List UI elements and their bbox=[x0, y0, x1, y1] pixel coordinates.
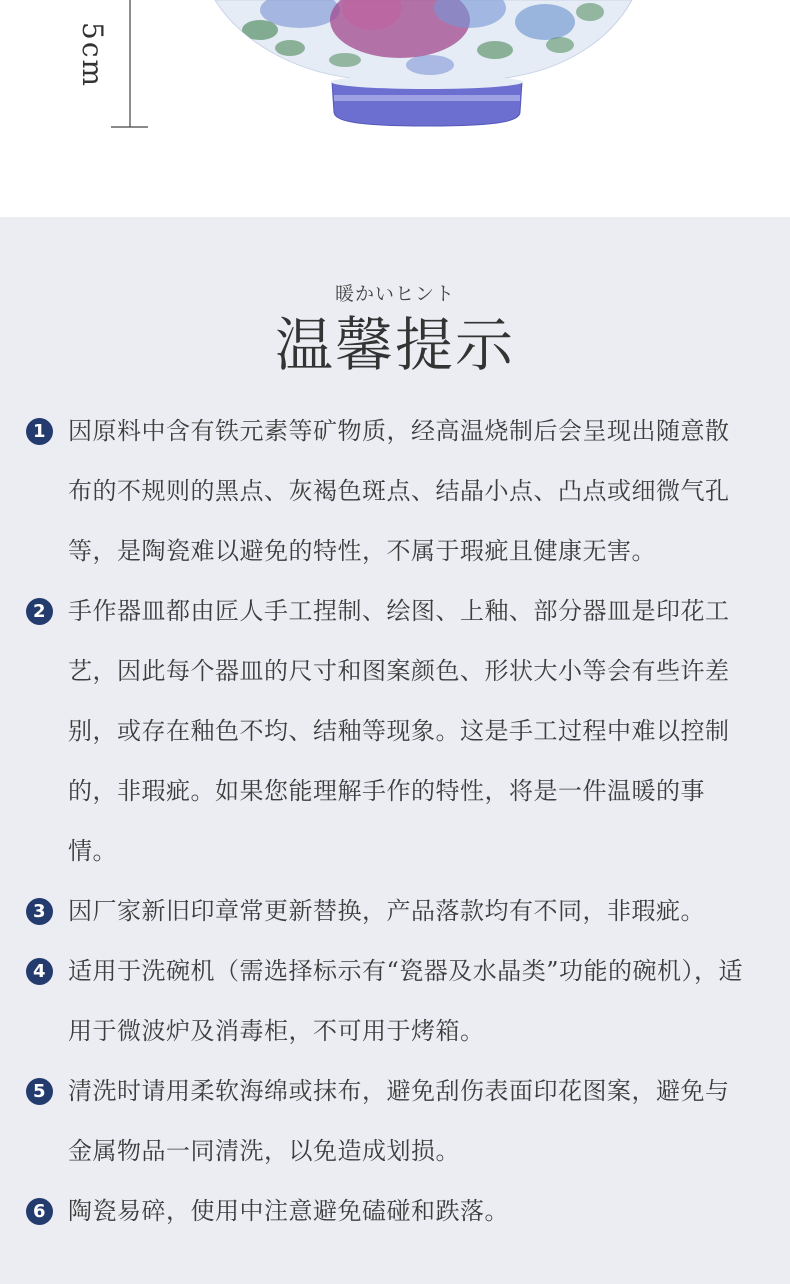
tip-item bbox=[26, 941, 750, 1061]
number-badge-icon: 2 bbox=[26, 598, 53, 625]
tip-item bbox=[26, 1181, 750, 1241]
tip-text: 因原料中含有铁元素等矿物质，经高温烧制后会呈现出随意散布的不规则的黑点、灰褐色斑点、结晶小点、凸点或细微气孔等，是陶瓷难以避免的特性，不属于瑕疵且健康无害。 bbox=[68, 417, 730, 565]
tip-item bbox=[26, 581, 750, 881]
number-badge-icon: 6 bbox=[26, 1198, 53, 1225]
tips-section bbox=[0, 217, 790, 1284]
tip-item bbox=[26, 1061, 750, 1181]
tip-text: 手作器皿都由匠人手工捏制、绘图、上釉、部分器皿是印花工艺，因此每个器皿的尺寸和图案颜色、形状大小等会有些许差别，或存在釉色不均、结釉等现象。这是手工过程中难以控制的，非瑕疵。如果您能理解手作的特性，将是一件温暖的事情。 bbox=[68, 597, 730, 865]
tip-text: 因厂家新旧印章常更新替换，产品落款均有不同，非瑕疵。 bbox=[68, 897, 705, 925]
number-badge-icon: 1 bbox=[26, 418, 53, 445]
number-badge-icon: 5 bbox=[26, 1078, 53, 1105]
section-subtitle: 暖かいヒント bbox=[334, 283, 455, 305]
tip-item bbox=[26, 401, 750, 581]
number-badge-icon: 4 bbox=[26, 958, 53, 985]
tip-text: 陶瓷易碎，使用中注意避免磕碰和跌落。 bbox=[68, 1197, 509, 1225]
number-badge-icon: 3 bbox=[26, 898, 53, 925]
tip-item bbox=[26, 881, 750, 941]
dimension-label: 5cm bbox=[76, 22, 109, 89]
product-photo-panel bbox=[0, 0, 790, 217]
tips-list bbox=[26, 401, 786, 1241]
tip-text: 清洗时请用柔软海绵或抹布，避免刮伤表面印花图案，避免与金属物品一同清洗，以免造成划损。 bbox=[68, 1077, 730, 1165]
tip-text: 适用于洗碗机（需选择标示有“瓷器及水晶类”功能的碗机），适用于微波炉及消毒柜，不可用于烤箱。 bbox=[68, 957, 744, 1045]
section-title: 温馨提示 bbox=[274, 311, 515, 379]
